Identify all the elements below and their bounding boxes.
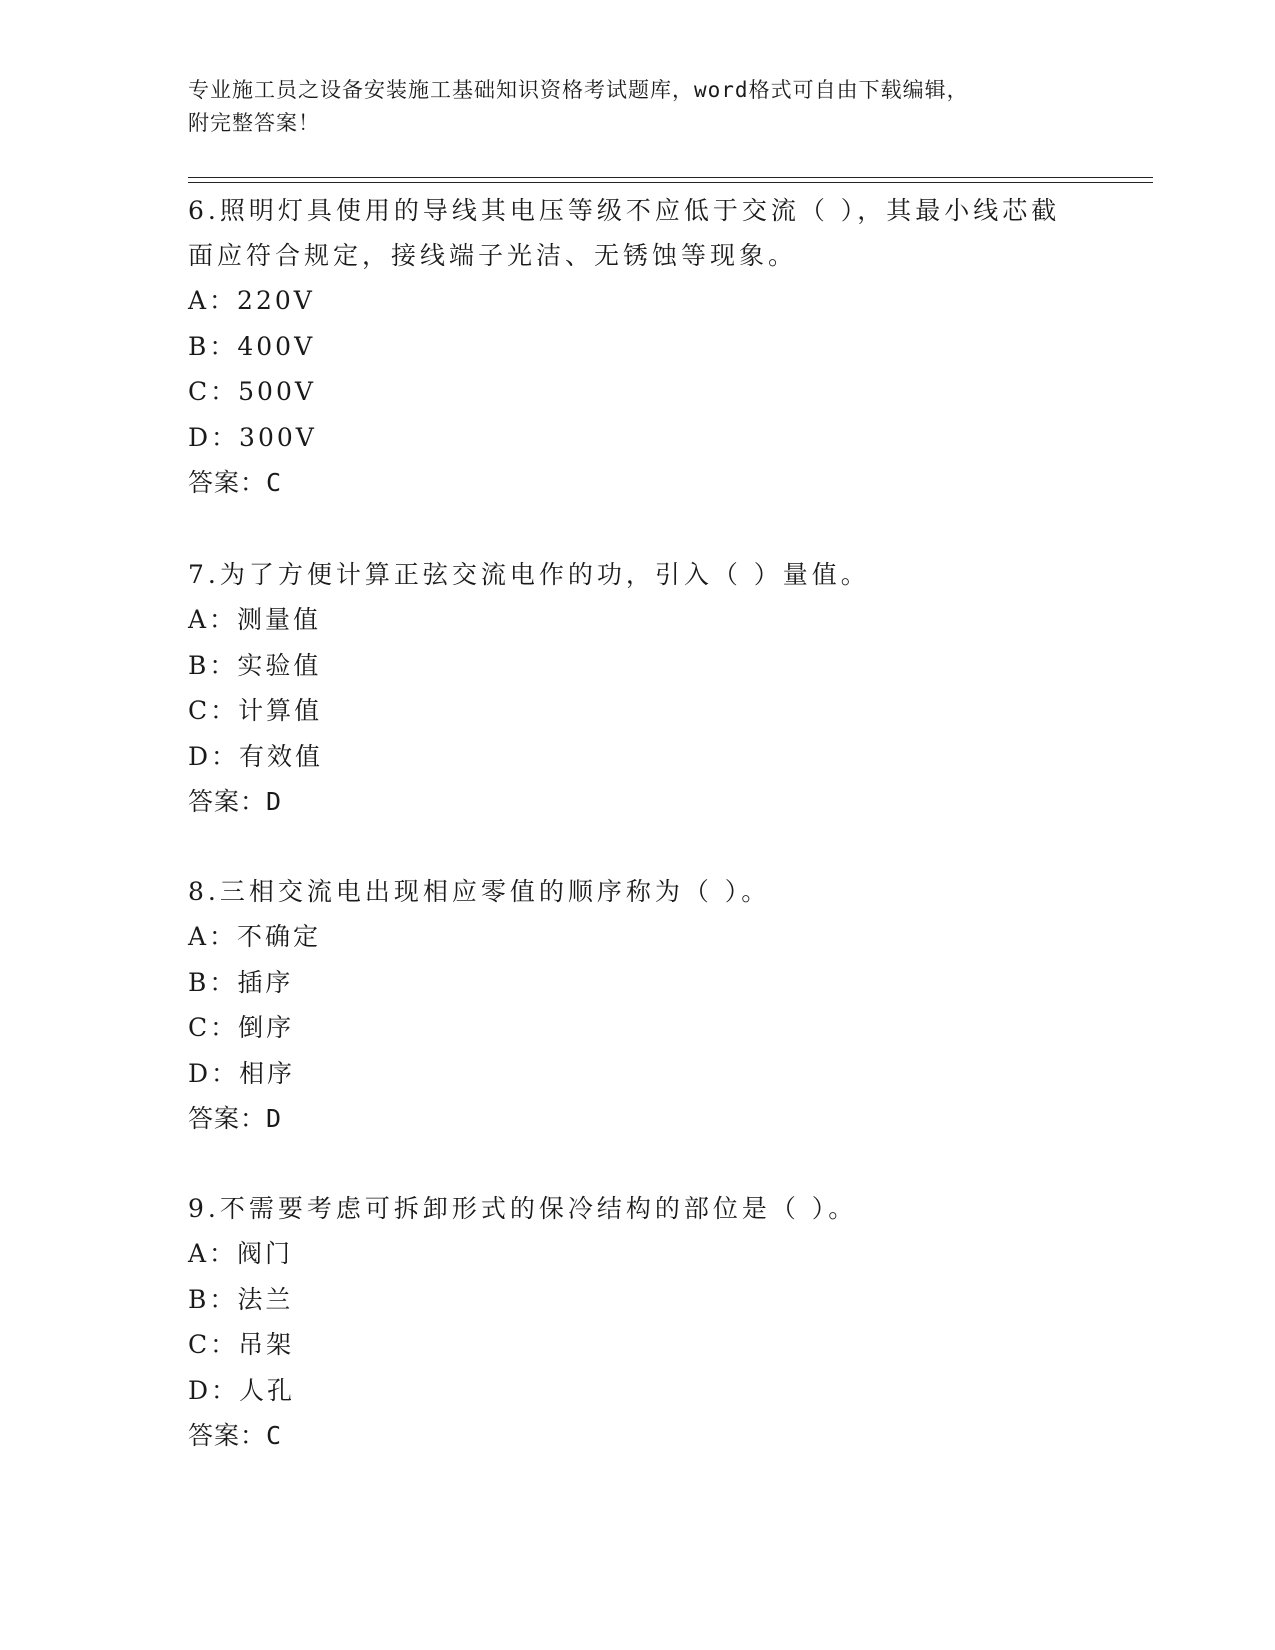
option-b: B：法兰 (188, 1284, 294, 1314)
question-stem (188, 1186, 1088, 1231)
question-7 (188, 552, 1088, 825)
question-6 (188, 188, 1088, 506)
answer: 答案：C (188, 1421, 283, 1450)
question-stem (188, 188, 1088, 278)
option-b: B：实验值 (188, 650, 322, 680)
document-header (188, 74, 1088, 140)
option-d: D：300V (188, 422, 317, 452)
question-stem (188, 552, 1088, 597)
option-a: A：阀门 (188, 1239, 294, 1268)
header-line-2: 附完整答案！ (188, 111, 320, 135)
stem-line: 9.不需要考虑可拆卸形式的保冷结构的部位是（ ）。 (188, 1194, 858, 1223)
option-c: C：倒序 (188, 1013, 295, 1042)
stem-line: 6.照明灯具使用的导线其电压等级不应低于交流（ ），其最小线芯截 (188, 196, 1061, 225)
stem-line: 面应符合规定，接线端子光洁、无锈蚀等现象。 (188, 241, 798, 270)
option-b: B：插序 (188, 967, 294, 997)
header-line-1: 专业施工员之设备安装施工基础知识资格考试题库，word格式可自由下载编辑， (188, 78, 969, 102)
question-stem (188, 869, 1088, 914)
option-a: A：220V (188, 286, 315, 315)
option-b: B：400V (188, 331, 316, 361)
option-a: A：测量值 (188, 605, 322, 634)
option-d: D：人孔 (188, 1375, 296, 1405)
question-9 (188, 1186, 1088, 1459)
option-d: D：有效值 (188, 741, 324, 771)
option-c: C：吊架 (188, 1330, 295, 1359)
question-8 (188, 869, 1088, 1142)
stem-line: 7.为了方便计算正弦交流电作的功，引入（ ）量值。 (188, 560, 870, 589)
option-a: A：不确定 (188, 922, 322, 951)
option-c: C：计算值 (188, 696, 323, 725)
header-divider-bottom (188, 182, 1153, 183)
answer: 答案：D (188, 1104, 283, 1133)
stem-line: 8.三相交流电出现相应零值的顺序称为（ ）。 (188, 877, 771, 906)
option-d: D：相序 (188, 1058, 296, 1088)
answer: 答案：D (188, 787, 283, 816)
option-c: C：500V (188, 377, 316, 406)
answer: 答案：C (188, 468, 283, 497)
header-divider-top (188, 177, 1153, 178)
